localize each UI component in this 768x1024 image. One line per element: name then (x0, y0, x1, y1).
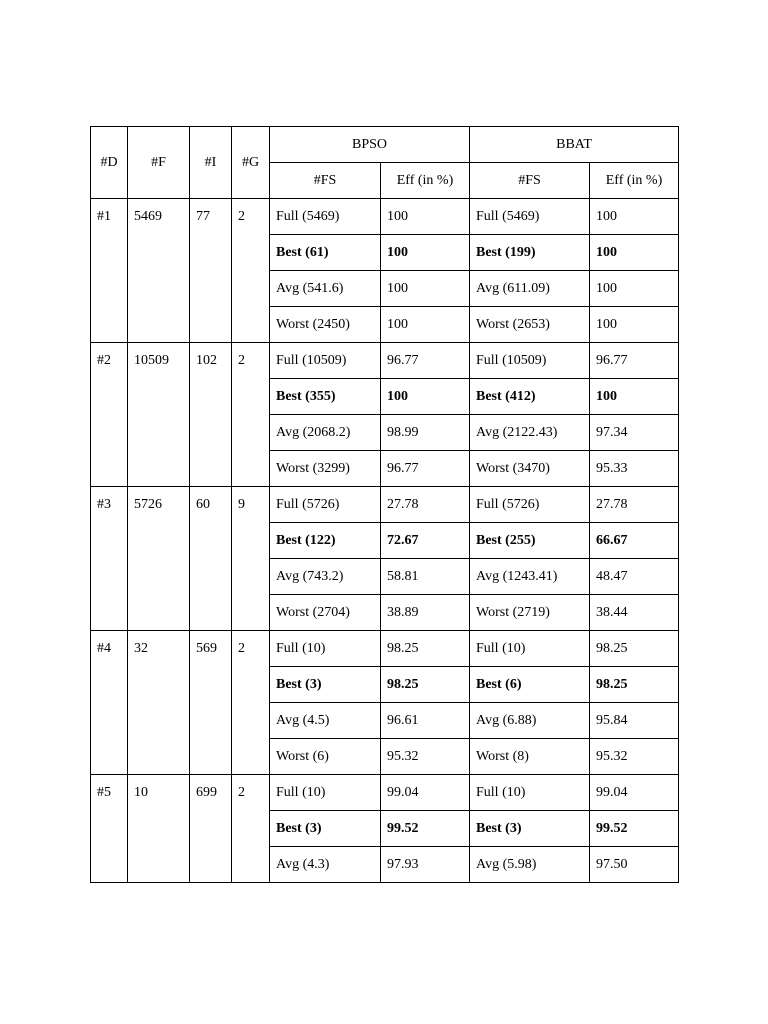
table-header (91, 127, 679, 199)
bbat-eff-cell: 100 (590, 379, 679, 415)
feature-count-cell: 32 (128, 631, 190, 775)
dataset-id-cell: #5 (91, 775, 128, 883)
bbat-fs-cell: Worst (3470) (470, 451, 590, 487)
bpso-fs-cell: Best (3) (270, 667, 381, 703)
bpso-eff-cell: 96.77 (381, 343, 470, 379)
bpso-eff-cell: 96.61 (381, 703, 470, 739)
bpso-fs-cell: Worst (3299) (270, 451, 381, 487)
feature-count-cell: 10 (128, 775, 190, 883)
bpso-fs-cell: Avg (4.5) (270, 703, 381, 739)
bpso-eff-cell: 27.78 (381, 487, 470, 523)
instance-count-cell: 699 (190, 775, 232, 883)
bpso-eff-cell: 100 (381, 379, 470, 415)
bpso-eff-cell: 100 (381, 271, 470, 307)
results-table (90, 126, 679, 883)
bbat-eff-cell: 100 (590, 199, 679, 235)
bpso-eff-cell: 100 (381, 307, 470, 343)
bbat-eff-cell: 100 (590, 271, 679, 307)
instance-count-cell: 60 (190, 487, 232, 631)
bpso-eff-cell: 95.32 (381, 739, 470, 775)
bbat-fs-cell: Avg (1243.41) (470, 559, 590, 595)
bbat-fs-cell: Worst (2653) (470, 307, 590, 343)
group-count-cell: 2 (232, 631, 270, 775)
bpso-fs-cell: Best (3) (270, 811, 381, 847)
dataset-id-cell: #2 (91, 343, 128, 487)
bbat-fs-cell: Avg (5.98) (470, 847, 590, 883)
bbat-eff-cell: 98.25 (590, 631, 679, 667)
bpso-eff-cell: 98.99 (381, 415, 470, 451)
header-features: #F (128, 127, 190, 199)
bbat-fs-cell: Full (10509) (470, 343, 590, 379)
bbat-eff-cell: 99.04 (590, 775, 679, 811)
feature-count-cell: 5469 (128, 199, 190, 343)
bbat-fs-cell: Full (10) (470, 631, 590, 667)
dataset-id-cell: #4 (91, 631, 128, 775)
bbat-fs-cell: Avg (6.88) (470, 703, 590, 739)
bbat-fs-cell: Worst (2719) (470, 595, 590, 631)
bbat-eff-cell: 97.34 (590, 415, 679, 451)
header-bpso-eff: Eff (in %) (381, 163, 470, 199)
dataset-id-cell: #3 (91, 487, 128, 631)
bbat-fs-cell: Worst (8) (470, 739, 590, 775)
bbat-fs-cell: Full (5726) (470, 487, 590, 523)
bpso-eff-cell: 100 (381, 199, 470, 235)
feature-count-cell: 5726 (128, 487, 190, 631)
bpso-eff-cell: 97.93 (381, 847, 470, 883)
bpso-fs-cell: Worst (2704) (270, 595, 381, 631)
bpso-eff-cell: 72.67 (381, 523, 470, 559)
bbat-fs-cell: Full (5469) (470, 199, 590, 235)
bpso-eff-cell: 99.04 (381, 775, 470, 811)
bbat-eff-cell: 96.77 (590, 343, 679, 379)
header-instances: #I (190, 127, 232, 199)
bbat-fs-cell: Best (6) (470, 667, 590, 703)
table-row (91, 199, 679, 235)
bbat-eff-cell: 66.67 (590, 523, 679, 559)
header-bpso: BPSO (270, 127, 470, 163)
bbat-eff-cell: 100 (590, 235, 679, 271)
bbat-fs-cell: Avg (611.09) (470, 271, 590, 307)
bpso-fs-cell: Worst (6) (270, 739, 381, 775)
bbat-fs-cell: Full (10) (470, 775, 590, 811)
bpso-fs-cell: Best (61) (270, 235, 381, 271)
bbat-eff-cell: 95.33 (590, 451, 679, 487)
bbat-fs-cell: Avg (2122.43) (470, 415, 590, 451)
bpso-fs-cell: Avg (4.3) (270, 847, 381, 883)
bpso-fs-cell: Full (5726) (270, 487, 381, 523)
table-row (91, 775, 679, 811)
bpso-eff-cell: 100 (381, 235, 470, 271)
bbat-fs-cell: Best (255) (470, 523, 590, 559)
table-row (91, 343, 679, 379)
header-bbat: BBAT (470, 127, 679, 163)
bpso-fs-cell: Full (10) (270, 775, 381, 811)
table-body (91, 199, 679, 883)
table-row (91, 631, 679, 667)
bbat-fs-cell: Best (3) (470, 811, 590, 847)
bpso-fs-cell: Full (5469) (270, 199, 381, 235)
instance-count-cell: 77 (190, 199, 232, 343)
instance-count-cell: 102 (190, 343, 232, 487)
bbat-eff-cell: 95.32 (590, 739, 679, 775)
bbat-eff-cell: 38.44 (590, 595, 679, 631)
bbat-eff-cell: 100 (590, 307, 679, 343)
header-row-top (91, 127, 679, 163)
bbat-eff-cell: 27.78 (590, 487, 679, 523)
bbat-eff-cell: 48.47 (590, 559, 679, 595)
table-row (91, 487, 679, 523)
bbat-eff-cell: 98.25 (590, 667, 679, 703)
header-bbat-fs: #FS (470, 163, 590, 199)
bbat-fs-cell: Best (412) (470, 379, 590, 415)
bpso-fs-cell: Worst (2450) (270, 307, 381, 343)
header-dataset: #D (91, 127, 128, 199)
bpso-eff-cell: 96.77 (381, 451, 470, 487)
bpso-fs-cell: Best (122) (270, 523, 381, 559)
bpso-fs-cell: Avg (541.6) (270, 271, 381, 307)
bbat-eff-cell: 95.84 (590, 703, 679, 739)
group-count-cell: 9 (232, 487, 270, 631)
bbat-fs-cell: Best (199) (470, 235, 590, 271)
header-bpso-fs: #FS (270, 163, 381, 199)
dataset-id-cell: #1 (91, 199, 128, 343)
group-count-cell: 2 (232, 199, 270, 343)
bpso-eff-cell: 98.25 (381, 631, 470, 667)
bpso-eff-cell: 38.89 (381, 595, 470, 631)
header-bbat-eff: Eff (in %) (590, 163, 679, 199)
bbat-eff-cell: 97.50 (590, 847, 679, 883)
bpso-fs-cell: Full (10509) (270, 343, 381, 379)
bpso-fs-cell: Avg (743.2) (270, 559, 381, 595)
bpso-fs-cell: Best (355) (270, 379, 381, 415)
group-count-cell: 2 (232, 775, 270, 883)
bpso-fs-cell: Avg (2068.2) (270, 415, 381, 451)
bpso-eff-cell: 99.52 (381, 811, 470, 847)
feature-count-cell: 10509 (128, 343, 190, 487)
bpso-eff-cell: 58.81 (381, 559, 470, 595)
bpso-eff-cell: 98.25 (381, 667, 470, 703)
header-groups: #G (232, 127, 270, 199)
bpso-fs-cell: Full (10) (270, 631, 381, 667)
bbat-eff-cell: 99.52 (590, 811, 679, 847)
group-count-cell: 2 (232, 343, 270, 487)
instance-count-cell: 569 (190, 631, 232, 775)
